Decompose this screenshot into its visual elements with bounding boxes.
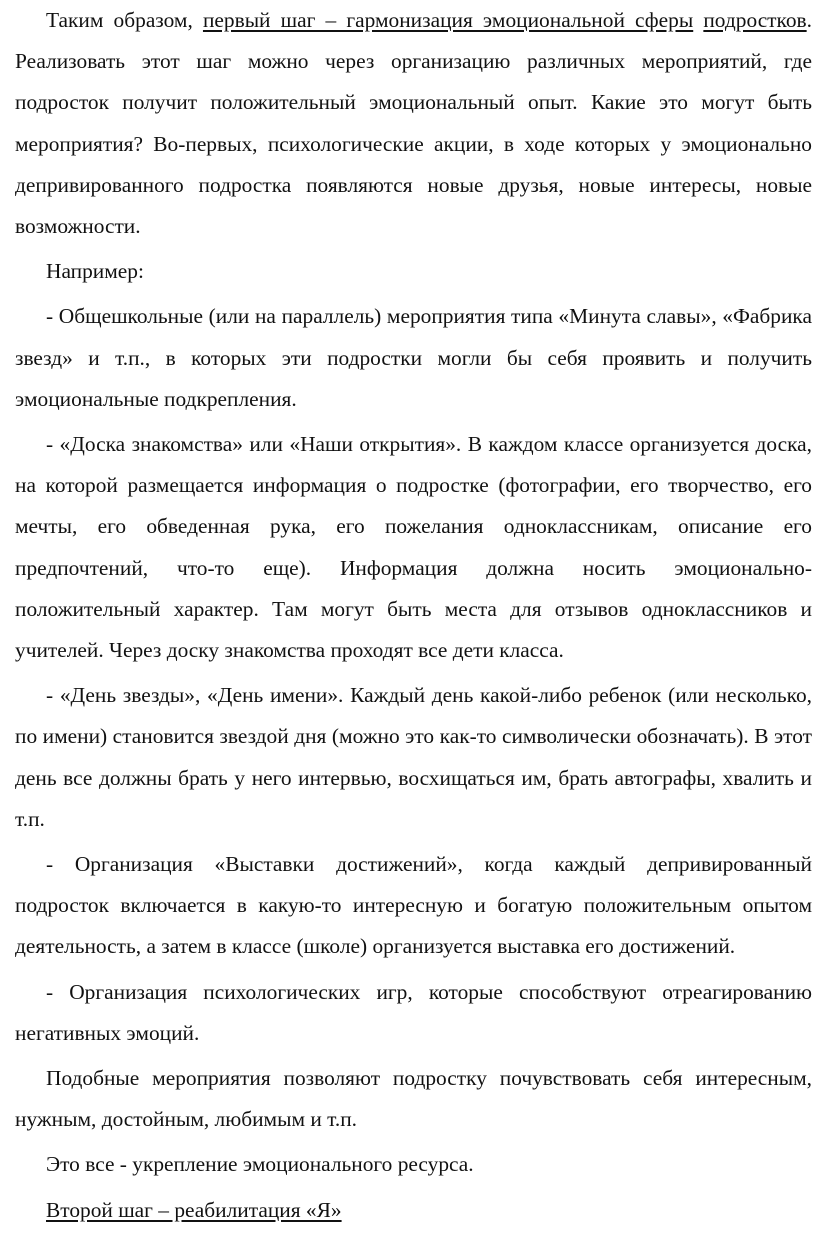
list-item-psychological-games: - Организация психологических игр, которые способствуют отреагированию негативных эмоций. (15, 979, 812, 1045)
second-step-paragraph (15, 1190, 812, 1231)
resource-paragraph: Это все - укрепление эмоционального ресурса. (46, 1152, 474, 1177)
list-item-achievements-exhibition: - Организация «Выставки достижений», когда каждый депривированный подросток включается в какую-то интересную и богатую положительным опытом деятельность, а затем в классе (школе) организуется выставка его достижений. (15, 852, 812, 959)
intro-lead: Таким образом, (46, 8, 203, 32)
summary-paragraph: Подобные мероприятия позволяют подростку почувствовать себя интересным, нужным, достойным, любимым и т.п. (15, 1066, 812, 1132)
list-item-acquaintance-board: - «Доска знакомства» или «Наши открытия». В каждом классе организуется доска, на которой размещается информация о подростке (фотографии, его творчество, его мечты, его обведенная рука, его пожелания одноклассникам, описание его предпочтений, что-то еще). Информация должна носить эмоционально-положительный характер. Там могут быть места для отзывов одноклассников и учителей. Через доску знакомства проходят все дети класса. (15, 432, 812, 663)
example-label: Например: (46, 259, 144, 284)
list-item-school-events: - Общешкольные (или на параллель) мероприятия типа «Минута славы», «Фабрика звезд» и т.п., в которых эти подростки могли бы себя проявить и получить эмоциональные подкрепления. (15, 304, 812, 411)
list-item-star-day: - «День звезды», «День имени». Каждый день какой-либо ребенок (или несколько, по имени) становится звездой дня (можно это как-то символически обозначать). В этот день все должны брать у него интервью, восхищаться им, брать автографы, хвалить и т.п. (15, 683, 812, 831)
intro-body: . Реализовать этот шаг можно через организацию различных мероприятий, где подросток получит положительный эмоциональный опыт. Какие это могут быть мероприятия? Во-первых, психологические акции, в ходе которых у эмоционально депривированного подростка появляются новые друзья, новые интересы, новые возможности. (15, 8, 812, 239)
second-step-heading: Второй шаг – реабилитация «Я» (46, 1197, 342, 1222)
first-step-heading-end: подростков (703, 8, 807, 32)
first-step-heading: первый шаг – гармонизация эмоциональной сферы (202, 8, 694, 32)
document-page (15, 0, 812, 1235)
intro-paragraph (15, 0, 812, 247)
